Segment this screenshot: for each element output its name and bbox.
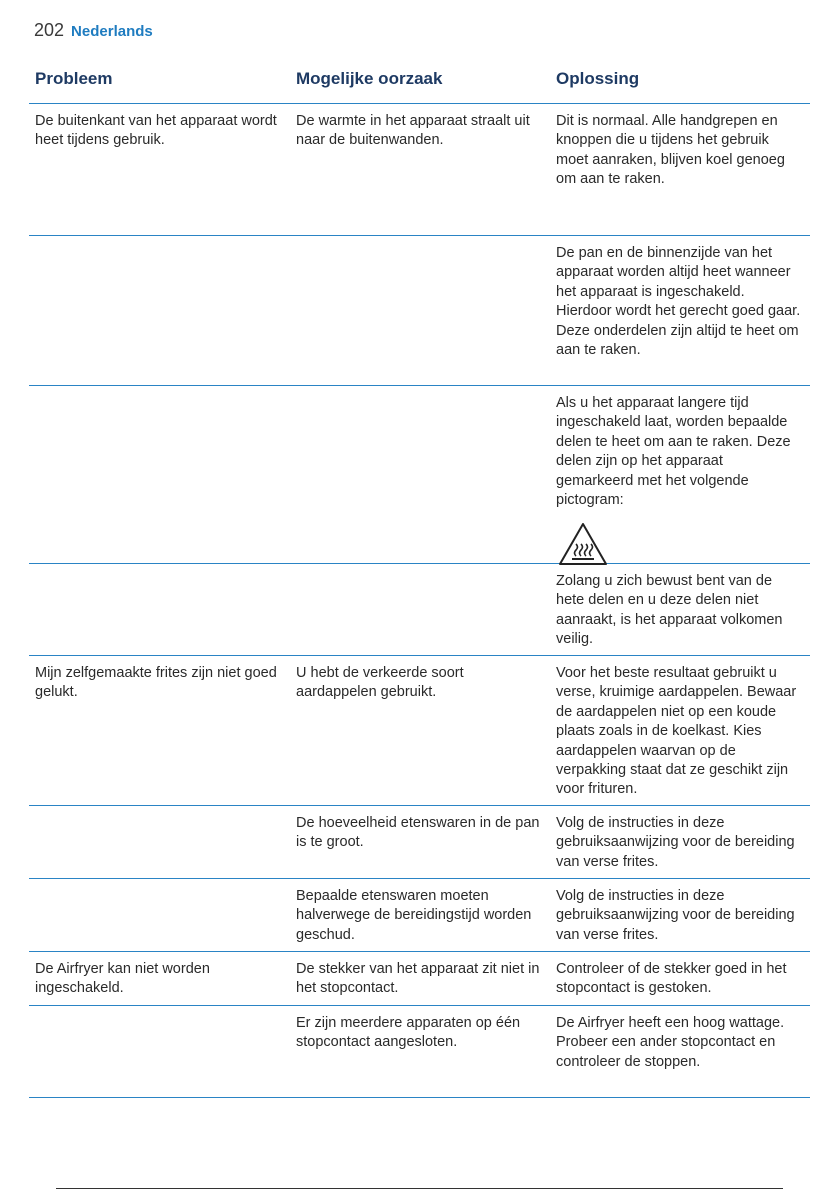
table-header-row bbox=[29, 64, 810, 104]
solution-cell: Volg de instructies in deze gebruiksaanwijzing voor de bereiding van verse frites. bbox=[556, 815, 795, 870]
table-row bbox=[29, 879, 810, 952]
cause-cell: U hebt de verkeerde soort aardappelen gebruikt. bbox=[296, 665, 464, 701]
cause-cell: De warmte in het apparaat straalt uit naar de buitenwanden. bbox=[296, 113, 530, 149]
column-header-problem: Probleem bbox=[35, 69, 113, 88]
solution-cell: Controleer of de stekker goed in het stopcontact is gestoken. bbox=[556, 961, 787, 997]
table-row bbox=[29, 564, 810, 656]
problem-cell bbox=[29, 879, 290, 953]
page-language: Nederlands bbox=[71, 23, 153, 40]
cause-cell bbox=[290, 236, 550, 385]
table-row bbox=[29, 104, 810, 236]
problem-cell bbox=[29, 806, 290, 880]
table-row bbox=[29, 1006, 810, 1098]
cause-cell: Bepaalde etenswaren moeten halverwege de bereidingstijd worden geschud. bbox=[296, 888, 532, 943]
problem-cell: De buitenkant van het apparaat wordt heet tijdens gebruik. bbox=[35, 113, 277, 149]
cause-cell: De stekker van het apparaat zit niet in het stopcontact. bbox=[296, 961, 540, 997]
troubleshooting-table bbox=[29, 64, 810, 1098]
problem-cell bbox=[29, 386, 290, 581]
problem-cell bbox=[29, 1006, 290, 1097]
column-header-cause: Mogelijke oorzaak bbox=[296, 69, 443, 88]
page-number: 202 bbox=[34, 20, 65, 40]
problem-cell: De Airfryer kan niet worden ingeschakeld. bbox=[35, 961, 210, 997]
solution-text: Als u het apparaat langere tijd ingeschakeld laat, worden bepaalde delen te heet om aan te raken. Deze delen zijn op het apparaat gemarkeerd met het volgende pictogram: bbox=[556, 395, 791, 509]
solution-cell: De Airfryer heeft een hoog wattage. Probeer een ander stopcontact en controleer de stoppen. bbox=[556, 1015, 785, 1070]
solution-cell-with-icon bbox=[550, 386, 810, 581]
cause-cell bbox=[290, 564, 550, 658]
table-row bbox=[29, 806, 810, 879]
table-row bbox=[29, 656, 810, 806]
table-row bbox=[29, 386, 810, 564]
problem-cell bbox=[29, 564, 290, 658]
problem-cell: Mijn zelfgemaakte frites zijn niet goed gelukt. bbox=[35, 665, 277, 701]
column-header-solution: Oplossing bbox=[556, 69, 640, 88]
cause-cell bbox=[290, 386, 550, 581]
solution-cell: Volg de instructies in deze gebruiksaanwijzing voor de bereiding van verse frites. bbox=[556, 888, 795, 943]
solution-cell: Dit is normaal. Alle handgrepen en knoppen die u tijdens het gebruik moet aanraken, blijven koel genoeg om aan te raken. bbox=[556, 113, 785, 188]
table-row bbox=[29, 236, 810, 386]
solution-cell: Voor het beste resultaat gebruikt u verse, kruimige aardappelen. Bewaar de aardappelen niet op een koude plaats zoals in de koelkast. Kies aardappelen waarvan op de verpakking staat dat ze geschikt zijn voor frituren. bbox=[556, 665, 797, 798]
hot-surface-warning-icon-graphic bbox=[558, 522, 608, 566]
footer-rule bbox=[56, 1188, 783, 1189]
table-row bbox=[29, 952, 810, 1006]
problem-cell bbox=[29, 236, 290, 385]
page-header bbox=[34, 20, 153, 41]
solution-cell: Zolang u zich bewust bent van de hete delen en u deze delen niet aanraakt, is het apparaat volkomen veilig. bbox=[556, 573, 783, 648]
solution-cell: De pan en de binnenzijde van het apparaat worden altijd heet wanneer het apparaat is ingeschakeld. Hierdoor wordt het gerecht goed gaar. Deze onderdelen zijn altijd te heet om aan te raken. bbox=[556, 245, 801, 359]
cause-cell: Er zijn meerdere apparaten op één stopcontact aangesloten. bbox=[296, 1015, 521, 1051]
cause-cell: De hoeveelheid etenswaren in de pan is te groot. bbox=[296, 815, 540, 851]
